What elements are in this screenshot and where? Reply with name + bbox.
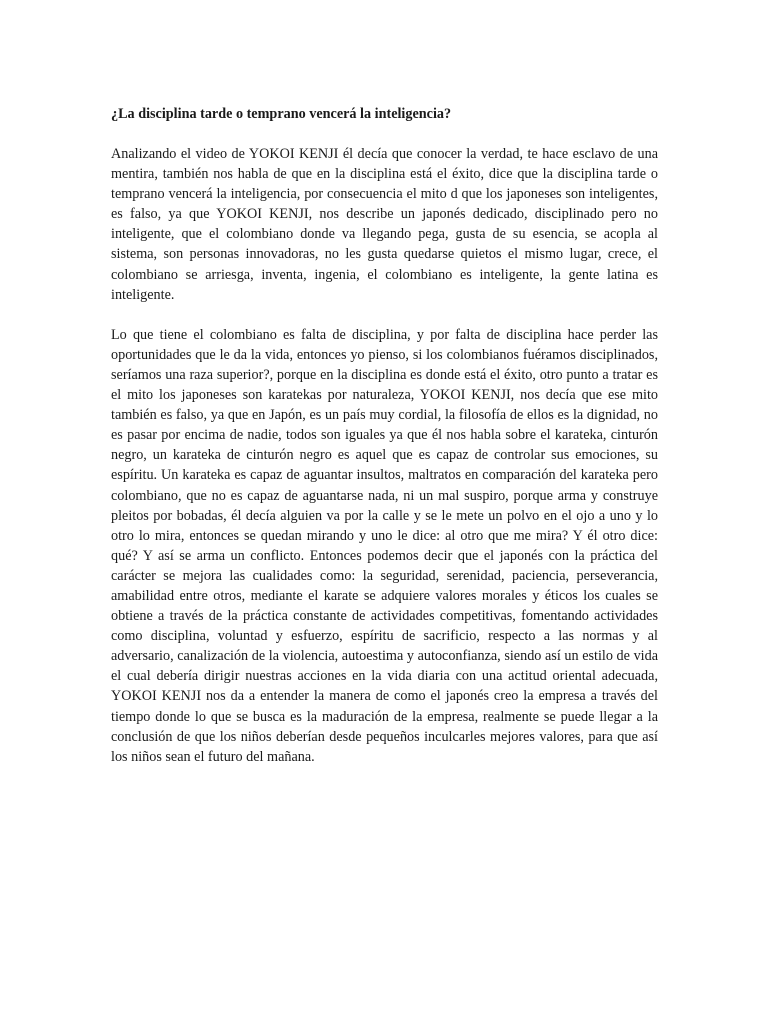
paragraph: Analizando el video de YOKOI KENJI él decía que conocer la verdad, te hace esclavo de una mentira, también nos habla de que en la disciplina está el éxito, dice que la disciplina tarde o temprano vencerá la inteligencia, por consecuencia el mito d que los japoneses son inteligentes, es falso, ya que YOKOI KENJI, nos describe un japonés dedicado, disciplinado pero no inteligente, que el colombiano donde va llegando pega, gusta de su esencia, se acopla al sistema, son personas innovadoras, no les gusta quedarse quietos el mismo lugar, crece, el colombiano se arriesga, inventa, ingenia, el colombiano es inteligente, la gente latina es inteligente. — [111, 146, 658, 303]
paragraph: Lo que tiene el colombiano es falta de disciplina, y por falta de disciplina hace perder las oportunidades que le da la vida, entonces yo pienso, si los colombianos fuéramos disciplinados, seríamos una raza superior?, porque en la disciplina es donde está el éxito, otro punto a tratar es el mito los japoneses son karatekas por naturaleza, YOKOI KENJI, nos decía que ese mito también es falso, ya que en Japón, es un país muy cordial, la filosofía de ellos es la dignidad, no es pasar por encima de nadie, todos son iguales ya que él nos habla sobre el karateka, cinturón negro, un karateka de cinturón negro es aquel que es capaz de controlar sus emociones, su espíritu. Un karateka es capaz de aguantar insultos, maltratos en comparación del karateka pero colombiano, que no es capaz de aguantarse nada, ni un mal suspiro, porque arma y construye pleitos por bobadas, él decía alguien va por la calle y se le mete un polvo en el ojo a uno y lo otro lo mira, entonces se quedan mirando y uno le dice: al otro que me mira? Y él otro dice: qué? Y así se arma un conflicto. Entonces podemos decir que el japonés con la práctica del carácter se mejora las cualidades como: la seguridad, serenidad, paciencia, perseverancia, amabilidad entre otros, mediante el karate se adquiere valores morales y éticos los cuales se obtiene a través de la práctica constante de actividades competitivas, fomentando actividades como disciplina, voluntad y esfuerzo, espíritu de sacrificio, respecto a las normas y al adversario, canalización de la violencia, autoestima y autoconfianza, siendo así un estilo de vida el cual debería dirigir nuestras acciones en la vida diaria con una actitud oriental adecuada, YOKOI KENJI nos da a entender la manera de como el japonés creo la empresa a través del tiempo donde lo que se busca es la maduración de la empresa, realmente se puede llegar a la conclusión de que los niños deberían desde pequeños inculcarles mejores valores, para que así los niños sean el futuro del mañana. — [111, 326, 658, 765]
document-title: ¿La disciplina tarde o temprano vencerá la inteligencia? — [111, 106, 452, 122]
document-body — [111, 104, 658, 787]
